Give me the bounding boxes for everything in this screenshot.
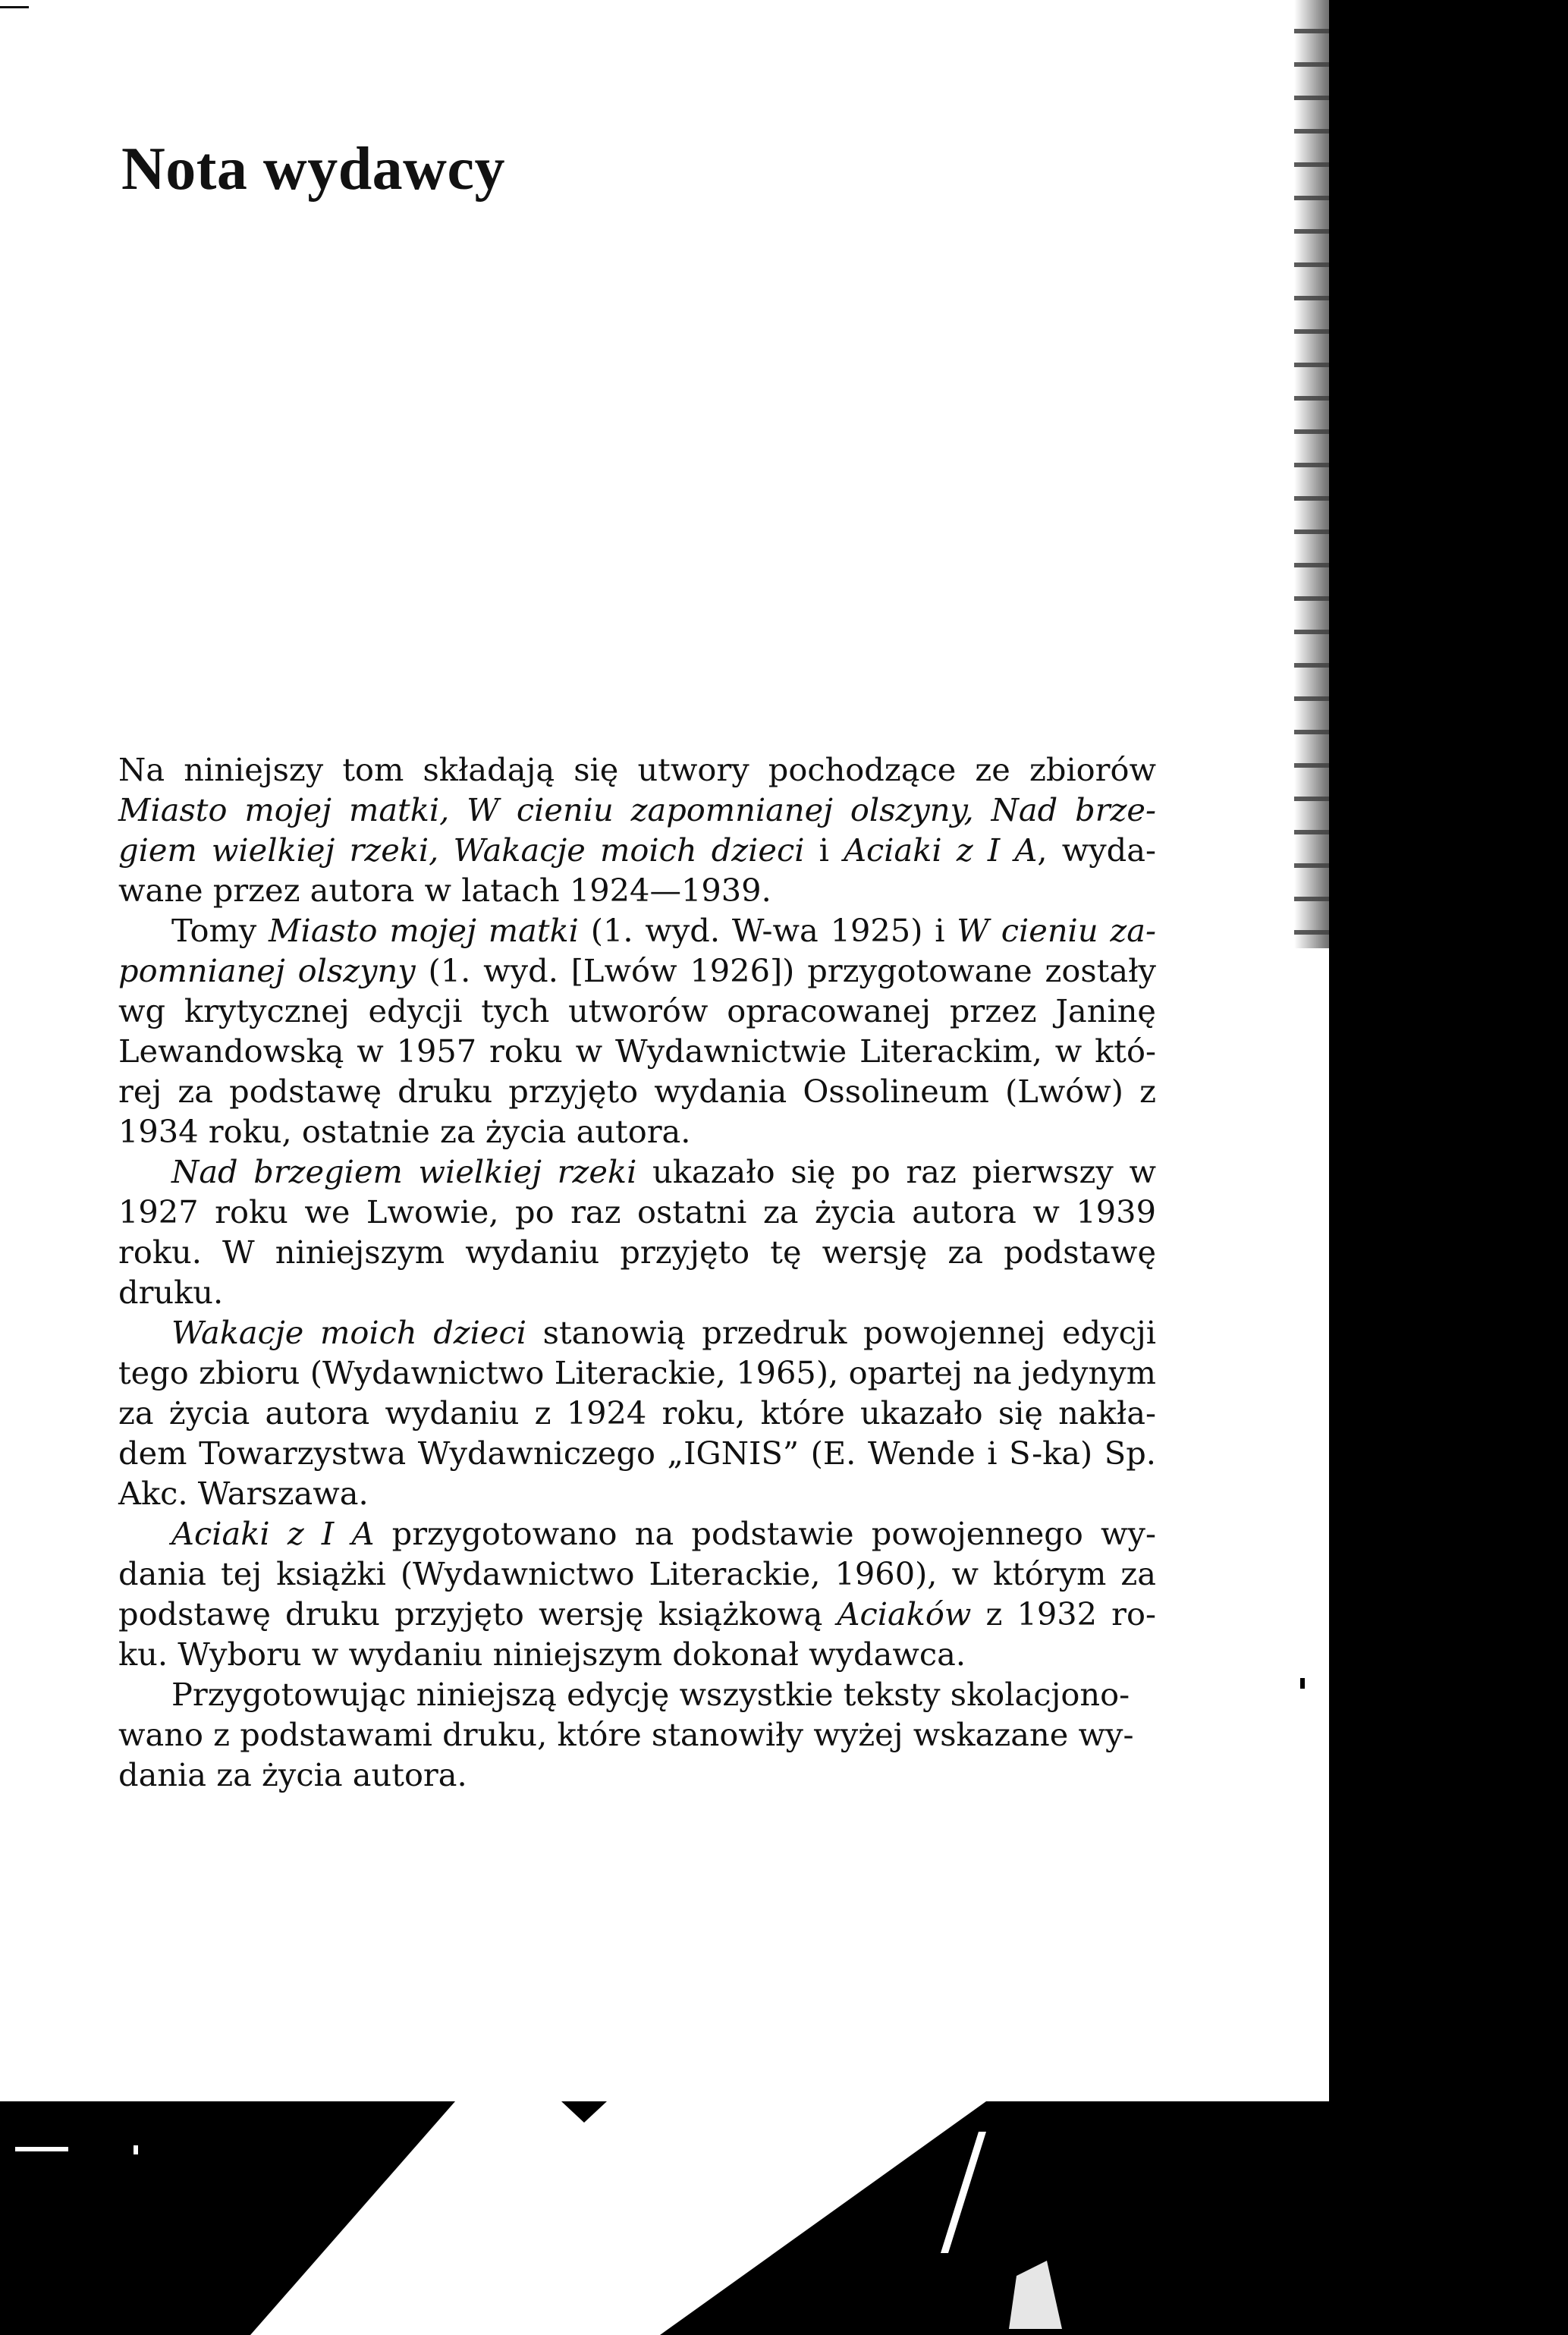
scan-speck — [1396, 690, 1405, 701]
scan-speck — [1394, 493, 1411, 505]
scan-dark-margin — [1329, 0, 1568, 2101]
paragraph-nad-brzegiem: Nad brzegiem wielkiej rzeki ukazało się po raz pierwszy w 1927 roku we Lwowie, po raz ostatni za życia autora w 1939 roku. W niniejszym wydaniu przyjęto tę wersję za podstawę druku. — [118, 1153, 1156, 1311]
scan-edge-mark — [0, 6, 29, 8]
page-title: Nota wydawcy — [121, 136, 505, 203]
scan-margin-edge — [1294, 0, 1347, 948]
paragraph-tomy: Tomy Miasto mojej matki (1. wyd. W-wa 1925) i W cieniu zapomnianej olszyny (1. wyd. [Lwów 1926]) przygotowane zostały wg krytycznej edycji tych utworów opracowanej przez Janinę Lewandowską w 1957 roku w Wydawnictwie Literackim, w której za podstawę druku przyjęto wydania Ossolineum (Lwów) z 1934 roku, ostatnie za życia autora. — [118, 912, 1156, 1150]
scan-speck — [1300, 1678, 1305, 1689]
paragraph-kolacjonowanie: Przygotowując niniejszą edycję wszystkie teksty skolacjonowano z podstawami druku, które stanowiły wyżej wskazane wydania za życia autora. — [118, 1676, 1134, 1793]
publisher-note-text — [118, 750, 1156, 1795]
paragraph-wakacje: Wakacje moich dzieci stanowią przedruk powojennej edycji tego zbioru (Wydawnictwo Literackie, 1965), opartej na jedynym za życia autora wydaniu z 1924 roku, które ukazało się nakładem Towarzystwa Wydawniczego „IGNIS” (E. Wende i S-ka) Sp. Akc. Warszawa. — [118, 1314, 1156, 1512]
paragraph-sources: Na niniejszy tom składają się utwory pochodzące ze zbiorów Miasto mojej matki, W cieniu zapomnianej olszyny, Nad brzegiem wielkiej rzeki, Wakacje moich dzieci i Aciaki z I A, wydawane przez autora w latach 1924—1939. — [118, 751, 1156, 909]
scan-dark-bottom — [0, 2101, 1568, 2335]
paragraph-aciaki: Aciaki z I A przygotowano na podstawie powojennego wydania tej książki (Wydawnictwo Literackie, 1960), w którym za podstawę druku przyjęto wersję książkową Aciaków z 1932 roku. Wyboru w wydaniu niniejszym dokonał wydawca. — [118, 1515, 1157, 1673]
